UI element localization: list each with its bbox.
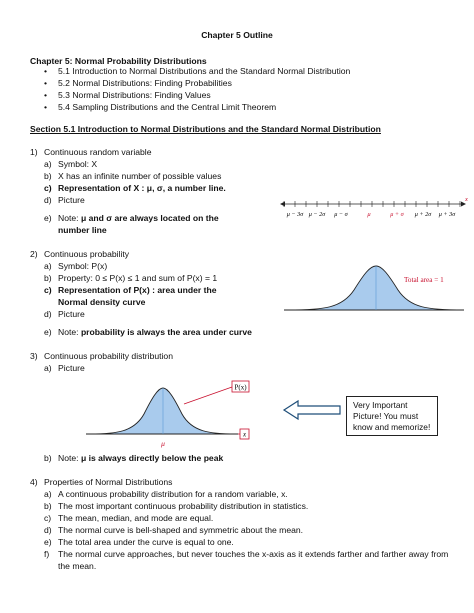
property-item: The normal curve approaches, but never touches the x-axis as it extends farther and farther away from (58, 549, 449, 559)
page-title: Chapter 5 Outline (201, 30, 273, 40)
property-item: The most important continuous probability distribution in statistics. (58, 501, 309, 511)
sub-marker: b) (44, 171, 52, 181)
item-number: 1) (30, 147, 38, 157)
axis-end-label: x (465, 196, 468, 203)
sub-text: Note: μ and σ are always located on the (58, 213, 219, 223)
axis-label-mu: μ (367, 211, 371, 218)
sub-marker: c) (44, 183, 52, 193)
item-title: Continuous random variable (44, 147, 152, 157)
px-label: P(x) (234, 383, 247, 392)
sub-marker: d) (44, 195, 52, 205)
item-number: 2) (30, 249, 38, 259)
axis-label: μ − σ (334, 211, 348, 218)
sub-marker: d) (44, 525, 52, 535)
sub-text-cont: number line (58, 225, 107, 235)
sub-marker: e) (44, 213, 52, 223)
sub-marker: e) (44, 537, 52, 547)
sub-marker: a) (44, 261, 52, 271)
item-number: 3) (30, 351, 38, 361)
axis-label: μ + 3σ (438, 211, 456, 218)
sub-marker: b) (44, 453, 52, 463)
total-area-label: Total area = 1 (404, 276, 444, 284)
sub-marker: a) (44, 363, 52, 373)
sub-text: Symbol: X (58, 159, 98, 169)
contents-heading: Chapter 5: Normal Probability Distributions (30, 56, 207, 66)
contents-item: • 5.3 Normal Distributions: Finding Values (58, 90, 211, 100)
property-item: The normal curve is bell-shaped and symmetric about the mean. (58, 525, 304, 535)
item-title: Continuous probability (44, 249, 130, 259)
sub-marker: b) (44, 273, 52, 283)
axis-label: μ − 3σ (286, 211, 304, 218)
sub-marker: c) (44, 285, 52, 295)
sub-text: X has an infinite number of possible values (58, 171, 222, 181)
sub-marker: b) (44, 501, 52, 511)
sub-marker: c) (44, 513, 52, 523)
contents-item: • 5.1 Introduction to Normal Distributions and the Standard Normal Distribution (58, 66, 350, 76)
property-item: The total area under the curve is equal to one. (58, 537, 234, 547)
sub-marker: f) (44, 549, 50, 559)
sub-text: Representation of X : μ, σ, a number line. (58, 183, 226, 193)
property-item: A continuous probability distribution for a random variable, x. (58, 489, 288, 499)
item-title: Continuous probability distribution (44, 351, 173, 361)
sub-text: Symbol: P(x) (58, 261, 108, 271)
sub-text-cont: Normal density curve (58, 297, 146, 307)
normal-curve-area-figure (284, 258, 464, 322)
callout-box: Very Important Picture! You must know and memorize! (346, 396, 438, 436)
x-label: x (242, 430, 247, 439)
sub-text: Representation of P(x) : area under the (58, 285, 217, 295)
item-title: Properties of Normal Distributions (44, 477, 173, 487)
sub-text: Picture (58, 363, 85, 373)
axis-label: μ − 2σ (308, 211, 326, 218)
sub-marker: a) (44, 159, 52, 169)
pointing-arrow (282, 399, 342, 421)
contents-item: • 5.2 Normal Distributions: Finding Probabilities (58, 78, 232, 88)
probability-distribution-figure (86, 376, 256, 452)
axis-label: μ + 2σ (414, 211, 432, 218)
mu-label: μ (161, 439, 165, 448)
sub-text: Note: μ is always directly below the peak (58, 453, 224, 463)
sub-text: Note: probability is always the area under curve (58, 327, 252, 337)
contents-item: • 5.4 Sampling Distributions and the Central Limit Theorem (58, 102, 276, 112)
property-item-cont: the mean. (58, 561, 97, 571)
number-line-figure (280, 196, 470, 220)
px-pointer-line (184, 387, 232, 404)
sub-text: Property: 0 ≤ P(x) ≤ 1 and sum of P(x) = 1 (58, 273, 218, 283)
sub-marker: e) (44, 327, 52, 337)
axis-label-sigma: μ + σ (390, 211, 404, 218)
sub-marker: d) (44, 309, 52, 319)
property-item: The mean, median, and mode are equal. (58, 513, 214, 523)
sub-text: Picture (58, 195, 85, 205)
item-number: 4) (30, 477, 38, 487)
sub-text: Picture (58, 309, 85, 319)
sub-marker: a) (44, 489, 52, 499)
section-heading: Section 5.1 Introduction to Normal Distributions and the Standard Normal Distribution (30, 124, 381, 134)
